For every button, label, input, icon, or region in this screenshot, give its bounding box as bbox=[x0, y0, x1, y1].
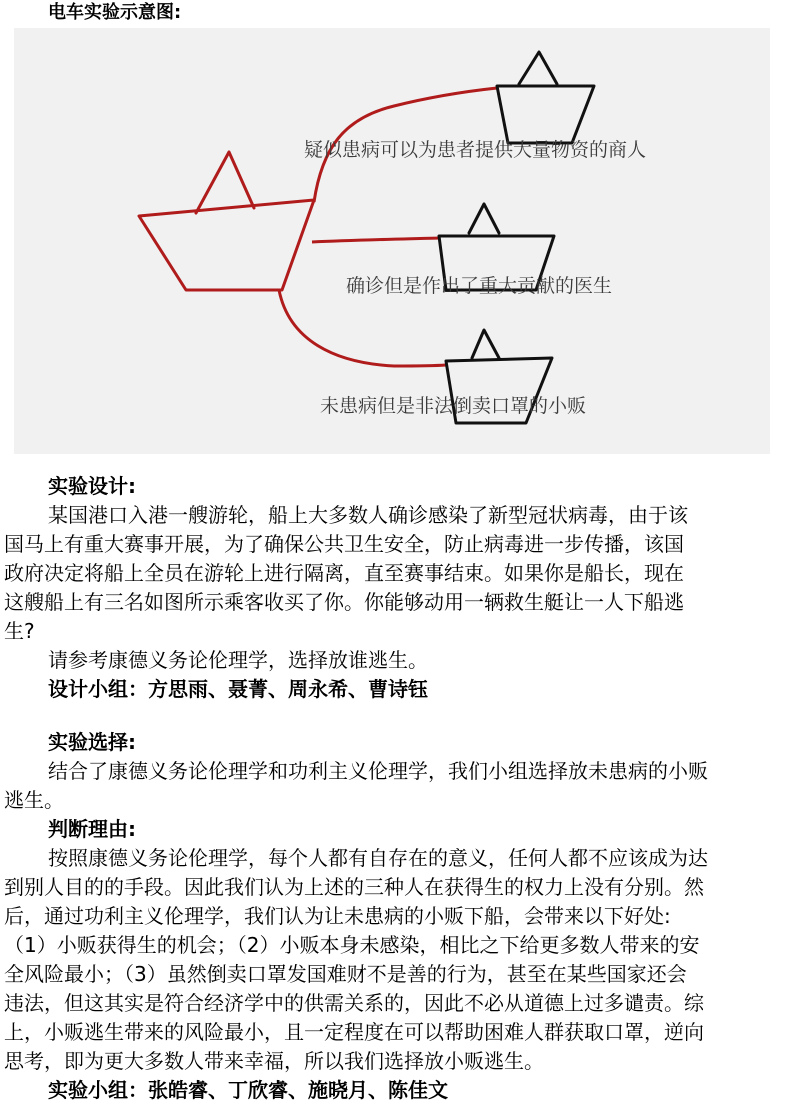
design-line: 生? bbox=[4, 619, 35, 643]
reason-line: 上，小贩逃生带来的风险最小，且一定程度在可以帮助困难人群获取口罩，逆向 bbox=[4, 1020, 704, 1044]
experiment-group: 实验小组：张皓睿、丁欣睿、施晓月、陈佳文 bbox=[48, 1078, 448, 1102]
vendor-label: 未患病但是非法倒卖口罩的小贩 bbox=[320, 395, 587, 417]
design-line: 国马上有重大赛事开展，为了确保公共卫生安全，防止病毒进一步传播，该国 bbox=[4, 532, 684, 556]
design-heading: 实验设计: bbox=[48, 474, 136, 498]
reason-line: 全风险最小；（3）虽然倒卖口罩发国难财不是善的行为，甚至在某些国家还会 bbox=[4, 962, 687, 986]
figure-title: 电车实验示意图: bbox=[48, 2, 182, 23]
doctor-label: 确诊但是作出了重大贡献的医生 bbox=[346, 275, 613, 297]
branch-to-vendor bbox=[279, 290, 446, 366]
design-line: 这艘船上有三名如图所示乘客收买了你。你能够动用一辆救生艇让一人下船逃 bbox=[4, 590, 684, 614]
merchant-boat bbox=[497, 52, 594, 143]
design-prompt: 请参考康德义务论伦理学，选择放谁逃生。 bbox=[48, 648, 428, 672]
design-line: 政府决定将船上全员在游轮上进行隔离，直至赛事结束。如果你是船长，现在 bbox=[4, 561, 684, 585]
reason-line: 违法，但这其实是符合经济学中的供需关系的，因此不必从道德上过多谴责。综 bbox=[4, 991, 704, 1015]
reason-line: 思考，即为更大多数人带来幸福，所以我们选择放小贩逃生。 bbox=[4, 1049, 544, 1073]
design-line: 某国港口入港一艘游轮，船上大多数人确诊感染了新型冠状病毒，由于该 bbox=[48, 503, 688, 527]
diagram-canvas bbox=[14, 28, 770, 454]
reason-line: 按照康德义务论伦理学，每个人都有自存在的意义，任何人都不应该成为达 bbox=[48, 846, 708, 870]
choice-heading: 实验选择: bbox=[48, 730, 136, 754]
reason-line: （1）小贩获得生的机会；（2）小贩本身未感染，相比之下给更多数人带来的安 bbox=[4, 933, 700, 957]
choice-line: 逃生。 bbox=[4, 788, 64, 812]
origin-boat bbox=[139, 152, 314, 290]
reason-heading: 判断理由: bbox=[48, 817, 136, 841]
merchant-label: 疑似患病可以为患者提供大量物资的商人 bbox=[304, 139, 647, 161]
design-group: 设计小组：方思雨、聂菁、周永希、曹诗钰 bbox=[48, 677, 428, 701]
branch-to-doctor bbox=[312, 238, 439, 242]
trolley-diagram bbox=[14, 28, 770, 454]
reason-line: 后，通过功利主义伦理学，我们认为让未患病的小贩下船，会带来以下好处: bbox=[4, 904, 671, 928]
choice-line: 结合了康德义务论伦理学和功利主义伦理学，我们小组选择放未患病的小贩 bbox=[48, 759, 708, 783]
reason-line: 到别人目的的手段。因此我们认为上述的三种人在获得生的权力上没有分别。然 bbox=[4, 875, 704, 899]
